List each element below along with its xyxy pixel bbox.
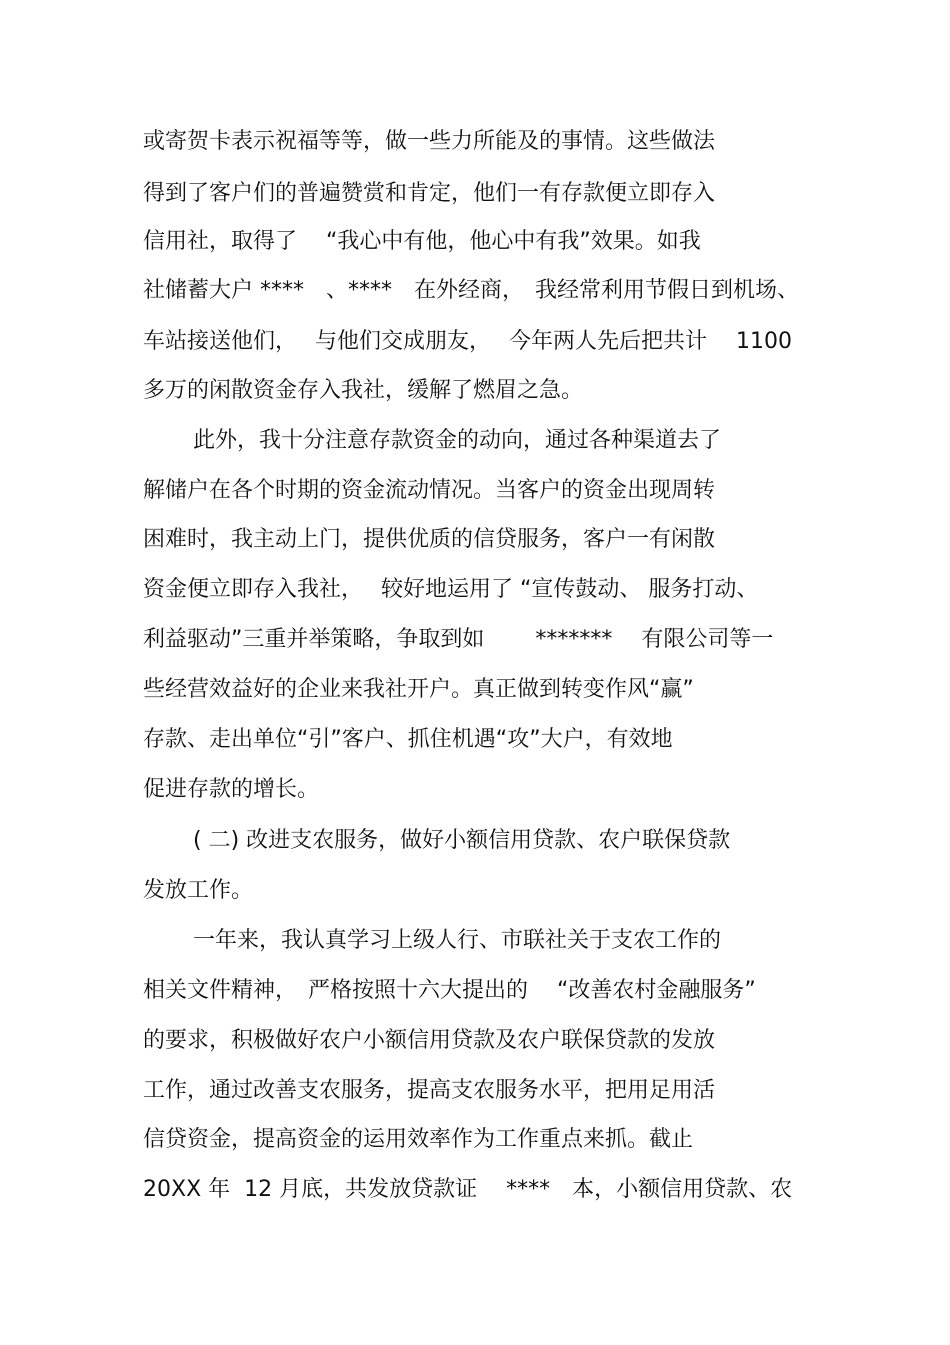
text-line: 社储蓄大户 **** 、**** 在外经商， 我经常利用节假日到机场、 [143,278,799,303]
text-line: 困难时，我主动上门，提供优质的信贷服务，客户一有闲散 [143,527,716,552]
text-line: 存款、走出单位“引”客户、抓住机遇“攻”大户，有效地 [143,727,673,752]
text-line: 得到了客户们的普遍赞赏和肯定，他们一有存款便立即存入 [143,181,716,206]
paragraph-start-line: 一年来，我认真学习上级人行、市联社关于支农工作的 [193,928,722,953]
text-line: 的要求，积极做好农户小额信用贷款及农户联保贷款的发放 [143,1028,716,1053]
text-line: 信用社，取得了 “我心中有他，他心中有我”效果。如我 [143,229,701,254]
text-line: 20XX 年 12 月底，共发放贷款证 **** 本，小额信用贷款、农 [143,1177,793,1202]
paragraph-start-line: 此外，我十分注意存款资金的动向，通过各种渠道去了 [193,428,722,453]
text-line: 相关文件精神， 严格按照十六大提出的 “改善农村金融服务” [143,978,756,1003]
text-line: 车站接送他们， 与他们交成朋友， 今年两人先后把共计 1100 [143,329,792,354]
section-heading-line: ( 二) 改进支农服务，做好小额信用贷款、农户联保贷款 [193,828,731,853]
text-line: 资金便立即存入我社， 较好地运用了 “宣传鼓动、 服务打动、 [143,577,759,602]
text-line: 解储户在各个时期的资金流动情况。当客户的资金出现周转 [143,478,716,503]
text-line: 些经营效益好的企业来我社开户。真正做到转变作风“赢” [143,677,694,702]
section-heading-line: 发放工作。 [143,878,254,903]
text-line: 利益驱动”三重并举策略，争取到如 ******* 有限公司等一 [143,627,774,652]
text-line: 或寄贺卡表示祝福等等，做一些力所能及的事情。这些做法 [143,129,716,154]
text-line: 工作，通过改善支农服务，提高支农服务水平，把用足用活 [143,1078,716,1103]
text-line: 多万的闲散资金存入我社，缓解了燃眉之急。 [143,378,584,403]
text-line: 信贷资金，提高资金的运用效率作为工作重点来抓。截止 [143,1127,694,1152]
text-line: 促进存款的增长。 [143,777,320,802]
